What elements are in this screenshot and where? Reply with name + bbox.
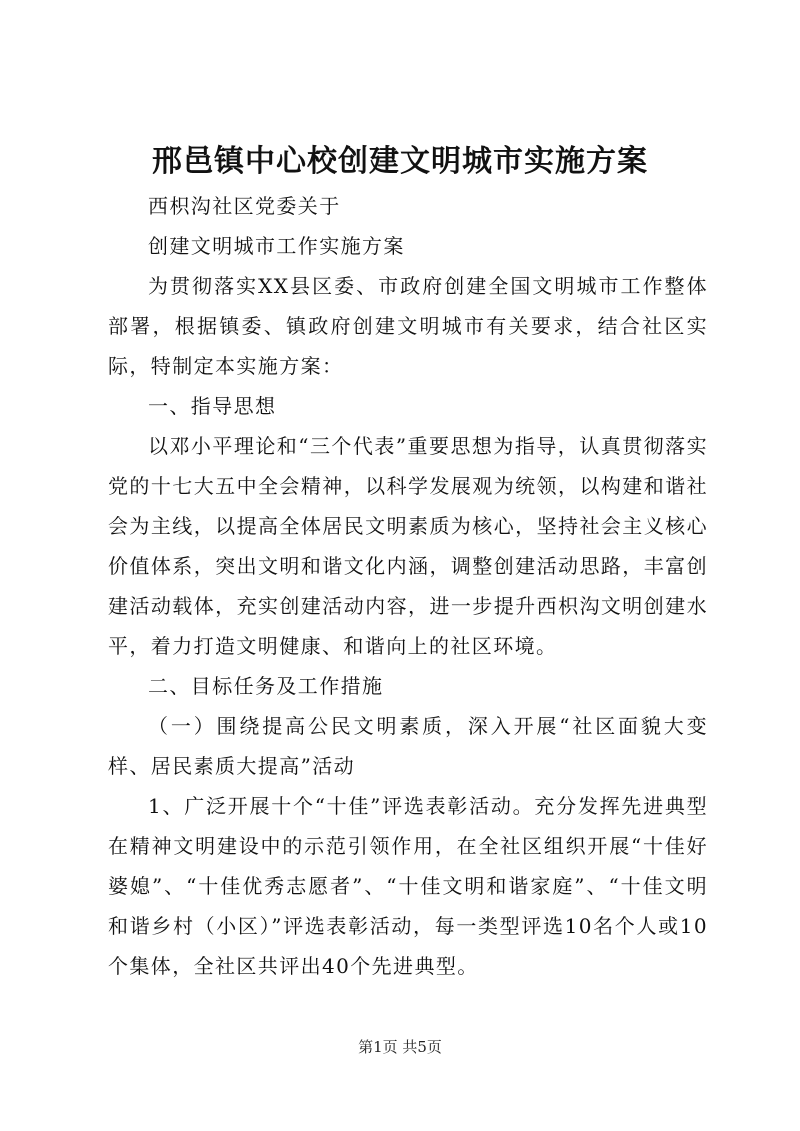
paragraph-committee-line: 西枳沟社区党委关于 (148, 194, 341, 218)
page-number-footer: 第1页 共5页 (358, 1038, 442, 1056)
document-body (108, 186, 708, 986)
heading-goals-measures: 二、目标任务及工作措施 (148, 674, 384, 698)
paragraph-guiding-ideology: 以邓小平理论和“三个代表”重要思想为指导，认真贯彻落实党的十七大五中全会精神，以科学发展观为统领，以构建和谐社会为主线，以提高全体居民文明素质为核心，坚持社会主义核心价值体系，突出文明和谐文化内涵，调整创建活动思路，丰富创建活动载体，充实创建活动内容，进一步提升西枳沟文明创建水平，着力打造文明健康、和谐向上的社区环境。 (108, 434, 708, 658)
paragraph-selection-activities: 1、广泛开展十个“十佳”评选表彰活动。充分发挥先进典型在精神文明建设中的示范引领作用，在全社区组织开展“十佳好婆媳”、“十佳优秀志愿者”、“十佳文明和谐家庭”、“十佳文明和谐乡村（小区）”评选表彰活动，每一类型评选10名个人或10个集体，全社区共评出40个先进典型。 (108, 794, 708, 978)
paragraph-subtitle-line: 创建文明城市工作实施方案 (148, 234, 405, 258)
subheading-civic-quality: （一）围绕提高公民文明素质，深入开展“社区面貌大变样、居民素质大提高”活动 (108, 714, 708, 778)
paragraph-intro: 为贯彻落实XX县区委、市政府创建全国文明城市工作整体部署，根据镇委、镇政府创建文明城市有关要求，结合社区实际，特制定本实施方案： (108, 274, 708, 378)
document-title: 邢邑镇中心校创建文明城市实施方案 (152, 144, 648, 179)
heading-guiding-ideology: 一、指导思想 (148, 394, 277, 418)
